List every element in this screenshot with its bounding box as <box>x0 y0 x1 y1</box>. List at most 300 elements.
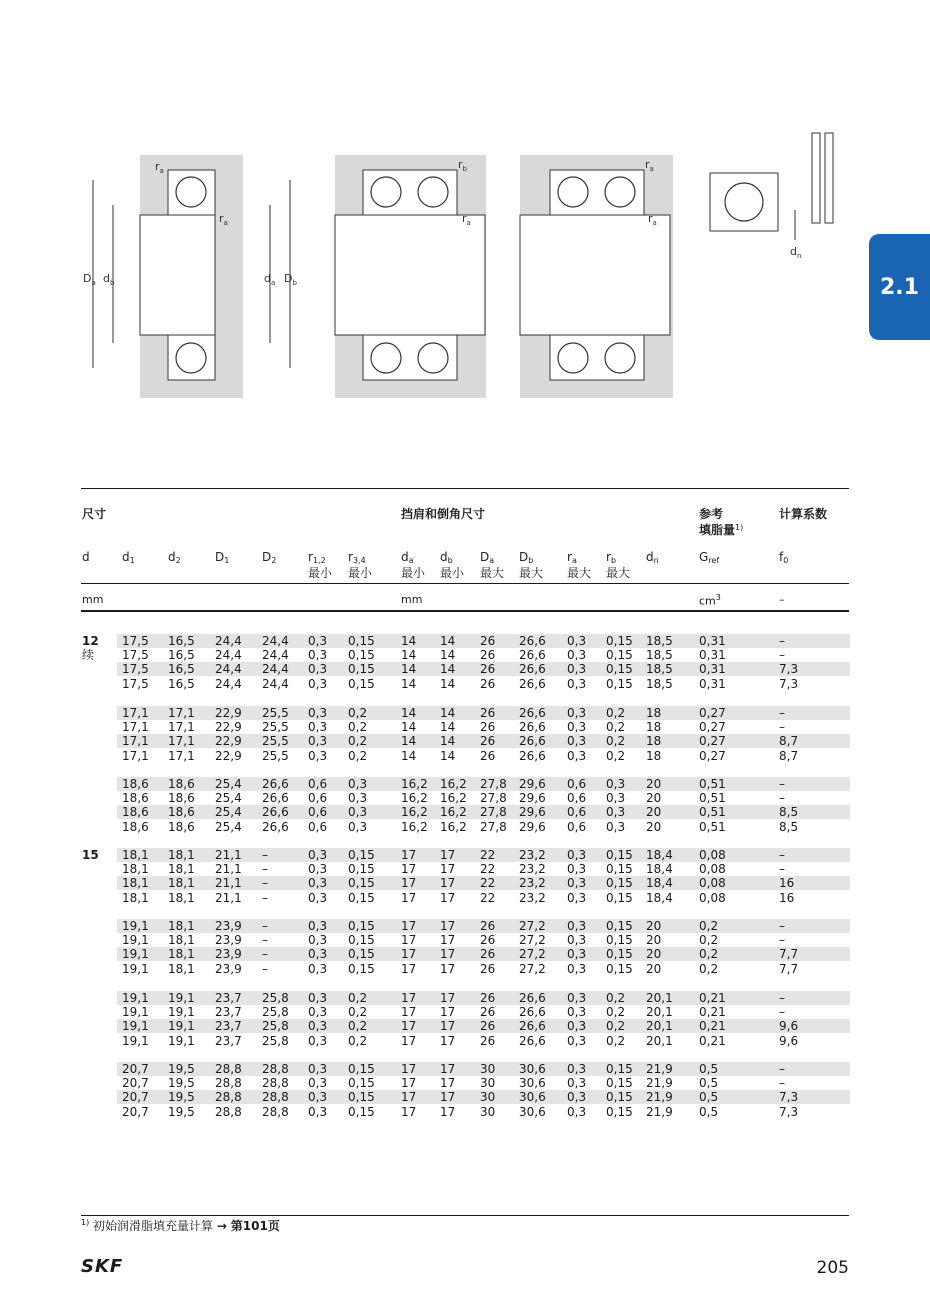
table-cell: – <box>779 848 785 862</box>
table-cell: 17,1 <box>122 734 149 749</box>
table-cell: 27,8 <box>480 791 507 806</box>
table-cell: 18,1 <box>122 876 149 891</box>
table-cell: 18,6 <box>168 777 195 791</box>
table-cell: 25,5 <box>262 734 289 749</box>
table-cell: 17 <box>401 1062 417 1076</box>
table-cell: 26 <box>480 991 496 1005</box>
table-cell: 29,6 <box>519 819 546 834</box>
table-cell: 0,3 <box>348 777 368 791</box>
table-cell: 19,1 <box>122 1005 149 1020</box>
table-cell: 0,15 <box>348 676 375 691</box>
table-row <box>117 947 850 961</box>
table-cell: 18,6 <box>168 805 195 820</box>
table-row <box>117 1019 850 1033</box>
table-cell: 0,2 <box>348 1033 368 1048</box>
table-cell: 14 <box>401 748 417 763</box>
table-cell: 23,9 <box>215 919 242 933</box>
table-cell: 0,6 <box>567 791 587 806</box>
table-cell: 25,8 <box>262 1005 289 1020</box>
column-symbol: $d_2$ <box>168 550 181 565</box>
table-cell: 7,3 <box>779 1104 799 1119</box>
table-cell: 0,51 <box>699 819 726 834</box>
continued-label: 续 <box>82 648 95 663</box>
column-symbol: $r_{3,4}$ 最小 <box>348 550 373 580</box>
table-cell: 0,3 <box>308 706 328 720</box>
table-cell: 30,6 <box>519 1104 546 1119</box>
table-cell: 26,6 <box>519 991 546 1005</box>
table-cell: 0,3 <box>567 634 587 648</box>
table-cell: 17,5 <box>122 648 149 663</box>
table-cell: 21,9 <box>646 1076 673 1091</box>
table-cell: 18,6 <box>168 791 195 806</box>
table-cell: 0,3 <box>308 662 328 677</box>
table-row <box>117 1105 850 1119</box>
table-cell: 0,2 <box>348 1005 368 1020</box>
column-symbol: $D_1$ <box>215 550 230 565</box>
table-cell: 25,5 <box>262 720 289 735</box>
table-cell: 30 <box>480 1104 496 1119</box>
table-cell: 27,8 <box>480 777 507 791</box>
table-cell: – <box>779 791 785 806</box>
table-cell: 25,5 <box>262 748 289 763</box>
table-cell: 0,15 <box>348 876 375 891</box>
table-cell: 18,1 <box>168 961 195 976</box>
table-cell: 26,6 <box>519 676 546 691</box>
table-cell: 14 <box>440 676 456 691</box>
table-cell: 0,15 <box>348 933 375 948</box>
footnote: $^{1)}$ 初始润滑脂填充量计算 → 第101页 <box>81 1218 280 1233</box>
table-cell: 30 <box>480 1076 496 1091</box>
table-cell: 0,2 <box>699 919 719 933</box>
table-cell: 17,5 <box>122 662 149 677</box>
table-cell: 23,2 <box>519 848 546 862</box>
table-cell: 0,3 <box>567 1104 587 1119</box>
table-cell: 7,3 <box>779 676 799 691</box>
table-cell: 0,3 <box>567 734 587 749</box>
table-cell: 18,6 <box>122 805 149 820</box>
table-cell: 0,3 <box>567 890 587 905</box>
table-cell: – <box>262 947 268 962</box>
table-cell: 19,1 <box>122 919 149 933</box>
table-cell: 0,15 <box>348 890 375 905</box>
table-cell: 17 <box>401 890 417 905</box>
table-cell: 0,3 <box>348 819 368 834</box>
table-cell: 0,15 <box>606 848 633 862</box>
table-cell: 0,3 <box>606 819 626 834</box>
table-cell: 0,3 <box>567 1019 587 1034</box>
table-cell: 17 <box>440 1062 456 1076</box>
table-cell: – <box>779 919 785 933</box>
table-cell: 17 <box>440 933 456 948</box>
table-cell: 18 <box>646 720 662 735</box>
table-cell: – <box>262 919 268 933</box>
table-cell: 24,4 <box>262 662 289 677</box>
table-cell: 16,2 <box>401 819 428 834</box>
unit-calc: – <box>779 593 785 606</box>
table-cell: 0,15 <box>348 662 375 677</box>
table-cell: 0,3 <box>308 634 328 648</box>
table-cell: 27,2 <box>519 919 546 933</box>
table-cell: – <box>779 706 785 720</box>
column-symbol: $d_1$ <box>122 550 135 565</box>
table-cell: 19,1 <box>168 1005 195 1020</box>
table-cell: 0,3 <box>308 1019 328 1034</box>
table-cell: 14 <box>401 734 417 749</box>
table-cell: 17,5 <box>122 634 149 648</box>
table-cell: 26 <box>480 662 496 677</box>
table-cell: 17 <box>401 1005 417 1020</box>
table-row <box>117 1090 850 1104</box>
table-cell: – <box>779 1062 785 1076</box>
table-cell: 18,1 <box>122 848 149 862</box>
table-cell: 18,4 <box>646 890 673 905</box>
table-cell: – <box>779 634 785 648</box>
table-cell: 25,4 <box>215 819 242 834</box>
table-cell: 0,08 <box>699 862 726 877</box>
table-cell: 16,5 <box>168 648 195 663</box>
table-cell: 26,6 <box>519 1005 546 1020</box>
table-cell: 0,21 <box>699 1019 726 1034</box>
label-Da: $D_a$ <box>83 272 96 287</box>
table-cell: 22,9 <box>215 748 242 763</box>
table-row <box>117 820 850 834</box>
table-cell: 17 <box>401 919 417 933</box>
table-cell: 7,7 <box>779 947 799 962</box>
table-cell: 0,3 <box>567 676 587 691</box>
table-cell: – <box>779 1076 785 1091</box>
label-ra-3: $r_a$ <box>462 212 471 227</box>
unit-abutment: mm <box>401 593 423 606</box>
table-row <box>117 962 850 976</box>
table-cell: 0,2 <box>606 991 626 1005</box>
table-cell: 24,4 <box>262 676 289 691</box>
table-cell: 0,3 <box>308 676 328 691</box>
table-cell: 17 <box>401 961 417 976</box>
table-cell: 19,1 <box>122 1033 149 1048</box>
table-cell: 0,27 <box>699 706 726 720</box>
table-cell: 26,6 <box>519 706 546 720</box>
table-cell: 25,4 <box>215 791 242 806</box>
table-cell: 17 <box>440 1019 456 1034</box>
table-cell: 22,9 <box>215 706 242 720</box>
table-cell: 18,6 <box>122 791 149 806</box>
table-cell: 0,15 <box>606 933 633 948</box>
table-cell: 19,1 <box>168 1019 195 1034</box>
table-cell: 0,3 <box>567 1033 587 1048</box>
table-cell: 30 <box>480 1090 496 1105</box>
table-cell: – <box>779 991 785 1005</box>
table-row <box>117 919 850 933</box>
table-cell: 0,15 <box>348 848 375 862</box>
table-row <box>117 706 850 720</box>
table-cell: 24,4 <box>215 648 242 663</box>
table-cell: 0,2 <box>348 706 368 720</box>
table-cell: 18,1 <box>122 890 149 905</box>
table-cell: 23,2 <box>519 862 546 877</box>
table-cell: 20,1 <box>646 1005 673 1020</box>
label-dn: $d_n$ <box>790 245 802 260</box>
table-cell: 16,2 <box>401 777 428 791</box>
table-cell: 24,4 <box>262 634 289 648</box>
table-cell: 0,15 <box>606 961 633 976</box>
table-cell: 0,2 <box>699 933 719 948</box>
table-cell: 14 <box>401 648 417 663</box>
table-cell: 26,6 <box>519 720 546 735</box>
table-cell: 0,3 <box>567 720 587 735</box>
table-cell: 16,2 <box>401 791 428 806</box>
table-cell: 0,3 <box>348 791 368 806</box>
header-abutment: 挡肩和倒角尺寸 <box>401 507 486 521</box>
table-row <box>117 1005 850 1019</box>
table-cell: 0,15 <box>606 1062 633 1076</box>
table-cell: 26 <box>480 706 496 720</box>
table-cell: 0,31 <box>699 662 726 677</box>
table-cell: 22,9 <box>215 720 242 735</box>
table-cell: 0,6 <box>308 791 328 806</box>
table-cell: 18,6 <box>122 777 149 791</box>
table-cell: 0,15 <box>606 662 633 677</box>
table-cell: 25,4 <box>215 805 242 820</box>
table-cell: 28,8 <box>215 1090 242 1105</box>
table-cell: 20,7 <box>122 1062 149 1076</box>
table-cell: 18,1 <box>168 933 195 948</box>
table-cell: 0,3 <box>308 1033 328 1048</box>
table-cell: 17,1 <box>122 706 149 720</box>
table-cell: 8,5 <box>779 819 799 834</box>
column-symbol: $f_0$ <box>779 550 789 565</box>
table-row <box>117 1034 850 1048</box>
column-symbol: $d_a$ 最小 <box>401 550 426 580</box>
table-cell: 17 <box>440 1076 456 1091</box>
table-cell: 20,7 <box>122 1104 149 1119</box>
table-cell: 0,3 <box>567 848 587 862</box>
unit-dimensions: mm <box>82 593 104 606</box>
table-cell: 18 <box>646 748 662 763</box>
table-cell: 18,6 <box>122 819 149 834</box>
table-cell: 0,3 <box>567 947 587 962</box>
table-cell: 14 <box>401 676 417 691</box>
column-symbol: $D_a$ 最大 <box>480 550 505 580</box>
table-cell: 14 <box>440 648 456 663</box>
table-cell: 21,9 <box>646 1062 673 1076</box>
table-cell: 26,6 <box>519 634 546 648</box>
table-cell: – <box>262 961 268 976</box>
table-cell: 20 <box>646 777 662 791</box>
label-ra-1: $r_a$ <box>155 160 164 175</box>
table-cell: 0,15 <box>348 634 375 648</box>
table-cell: 18,1 <box>168 890 195 905</box>
table-row <box>117 791 850 805</box>
table-cell: 0,2 <box>699 947 719 962</box>
table-cell: – <box>262 890 268 905</box>
column-symbol: $d_b$ 最小 <box>440 550 465 580</box>
label-da: $d_a$ <box>264 272 276 287</box>
table-cell: 25,8 <box>262 1019 289 1034</box>
table-cell: 0,3 <box>567 1090 587 1105</box>
table-cell: 18,1 <box>168 947 195 962</box>
table-cell: 0,5 <box>699 1076 719 1091</box>
table-cell: 26,6 <box>519 662 546 677</box>
table-cell: 26,6 <box>262 777 289 791</box>
table-cell: – <box>262 862 268 877</box>
table-cell: 23,7 <box>215 1005 242 1020</box>
table-cell: 0,21 <box>699 1033 726 1048</box>
table-cell: 0,27 <box>699 734 726 749</box>
table-cell: 14 <box>440 634 456 648</box>
table-cell: 17 <box>440 1005 456 1020</box>
table-cell: 26 <box>480 734 496 749</box>
table-cell: 19,1 <box>168 991 195 1005</box>
table-cell: 0,2 <box>348 720 368 735</box>
table-cell: 17 <box>440 1033 456 1048</box>
table-cell: 0,3 <box>308 1090 328 1105</box>
table-cell: 19,1 <box>122 947 149 962</box>
table-cell: 21,1 <box>215 890 242 905</box>
table-cell: 20 <box>646 947 662 962</box>
table-cell: 18,5 <box>646 634 673 648</box>
table-cell: 20 <box>646 961 662 976</box>
table-cell: 20,1 <box>646 991 673 1005</box>
header-calc: 计算系数 <box>779 507 828 521</box>
table-cell: 18,6 <box>168 819 195 834</box>
section-tab[interactable]: 2.1 <box>869 234 930 340</box>
table-cell: 0,3 <box>567 862 587 877</box>
table-cell: 28,8 <box>262 1090 289 1105</box>
table-cell: 0,2 <box>699 961 719 976</box>
table-cell: 0,2 <box>606 734 626 749</box>
table-cell: 9,6 <box>779 1019 799 1034</box>
table-cell: 14 <box>401 662 417 677</box>
table-cell: 17 <box>440 919 456 933</box>
table-cell: 18,1 <box>122 862 149 877</box>
table-cell: – <box>262 933 268 948</box>
table-cell: 0,3 <box>567 876 587 891</box>
table-cell: 28,8 <box>262 1076 289 1091</box>
table-cell: 0,51 <box>699 791 726 806</box>
header-reference: 参考 填脂量$^{1)}$ <box>699 507 744 537</box>
table-cell: 18,5 <box>646 676 673 691</box>
table-cell: 16 <box>779 876 795 891</box>
table-cell: 0,31 <box>699 676 726 691</box>
table-cell: 17 <box>440 1104 456 1119</box>
table-cell: 23,2 <box>519 876 546 891</box>
table-cell: 0,3 <box>308 1062 328 1076</box>
table-cell: 0,3 <box>308 919 328 933</box>
table-cell: 0,15 <box>606 1104 633 1119</box>
table-cell: 0,3 <box>308 862 328 877</box>
table-cell: – <box>779 1005 785 1020</box>
table-cell: 0,15 <box>606 919 633 933</box>
table-cell: 29,6 <box>519 777 546 791</box>
table-cell: 0,3 <box>567 1062 587 1076</box>
label-db: $d_b$ <box>103 272 115 287</box>
page-number: 205 <box>816 1258 849 1278</box>
table-cell: 26 <box>480 1033 496 1048</box>
table-cell: 17 <box>401 933 417 948</box>
table-cell: 20 <box>646 933 662 948</box>
table-cell: 0,2 <box>606 1033 626 1048</box>
header-dimensions: 尺寸 <box>82 507 107 521</box>
table-cell: 0,6 <box>308 777 328 791</box>
table-cell: 26 <box>480 919 496 933</box>
table-cell: 0,15 <box>348 1090 375 1105</box>
table-row <box>117 749 850 763</box>
table-cell: 0,51 <box>699 805 726 820</box>
table-cell: 0,15 <box>606 676 633 691</box>
table-cell: 17 <box>401 1019 417 1034</box>
table-cell: 17,5 <box>122 676 149 691</box>
table-cell: 28,8 <box>215 1076 242 1091</box>
table-cell: 26 <box>480 1005 496 1020</box>
table-cell: 8,5 <box>779 805 799 820</box>
table-cell: 22 <box>480 848 496 862</box>
table-cell: 14 <box>401 706 417 720</box>
table-row <box>117 862 850 876</box>
table-cell: 0,08 <box>699 876 726 891</box>
table-cell: – <box>779 648 785 663</box>
table-row <box>117 1076 850 1090</box>
table-cell: 20,1 <box>646 1033 673 1048</box>
table-row <box>117 777 850 791</box>
table-cell: 0,2 <box>348 991 368 1005</box>
table-cell: 23,9 <box>215 947 242 962</box>
table-cell: 17 <box>401 876 417 891</box>
table-cell: 0,2 <box>606 706 626 720</box>
bore-diameter: 15 <box>82 848 99 862</box>
table-cell: 18,5 <box>646 662 673 677</box>
table-cell: 25,8 <box>262 1033 289 1048</box>
table-cell: 24,4 <box>215 662 242 677</box>
table-cell: 0,3 <box>308 748 328 763</box>
table-cell: 0,15 <box>606 862 633 877</box>
table-cell: 0,15 <box>348 947 375 962</box>
table-cell: 27,8 <box>480 819 507 834</box>
table-cell: 0,15 <box>348 1076 375 1091</box>
table-row <box>117 876 850 890</box>
table-row <box>117 1062 850 1076</box>
table-cell: 0,3 <box>606 805 626 820</box>
label-Db: $D_b$ <box>284 272 297 287</box>
table-cell: 0,3 <box>308 1076 328 1091</box>
table-cell: 0,6 <box>308 819 328 834</box>
table-cell: 27,2 <box>519 947 546 962</box>
table-cell: 20 <box>646 805 662 820</box>
table-cell: 26 <box>480 1019 496 1034</box>
table-cell: 0,15 <box>348 1062 375 1076</box>
table-cell: – <box>262 876 268 891</box>
table-cell: 0,3 <box>567 919 587 933</box>
table-cell: 25,5 <box>262 706 289 720</box>
table-cell: 7,3 <box>779 1090 799 1105</box>
table-cell: 0,3 <box>308 933 328 948</box>
table-cell: 7,7 <box>779 961 799 976</box>
table-cell: 17 <box>440 991 456 1005</box>
table-cell: 7,3 <box>779 662 799 677</box>
table-cell: 0,3 <box>567 748 587 763</box>
table-cell: 0,2 <box>348 734 368 749</box>
table-row <box>117 933 850 947</box>
table-cell: 16,2 <box>440 805 467 820</box>
table-cell: 17 <box>401 991 417 1005</box>
table-cell: 17 <box>440 961 456 976</box>
table-cell: 26,6 <box>519 1033 546 1048</box>
table-cell: 18,1 <box>168 862 195 877</box>
table-cell: 0,2 <box>606 1005 626 1020</box>
table-cell: 0,3 <box>308 1005 328 1020</box>
table-cell: 14 <box>440 720 456 735</box>
table-cell: 0,15 <box>606 1076 633 1091</box>
table-cell: 0,3 <box>308 890 328 905</box>
